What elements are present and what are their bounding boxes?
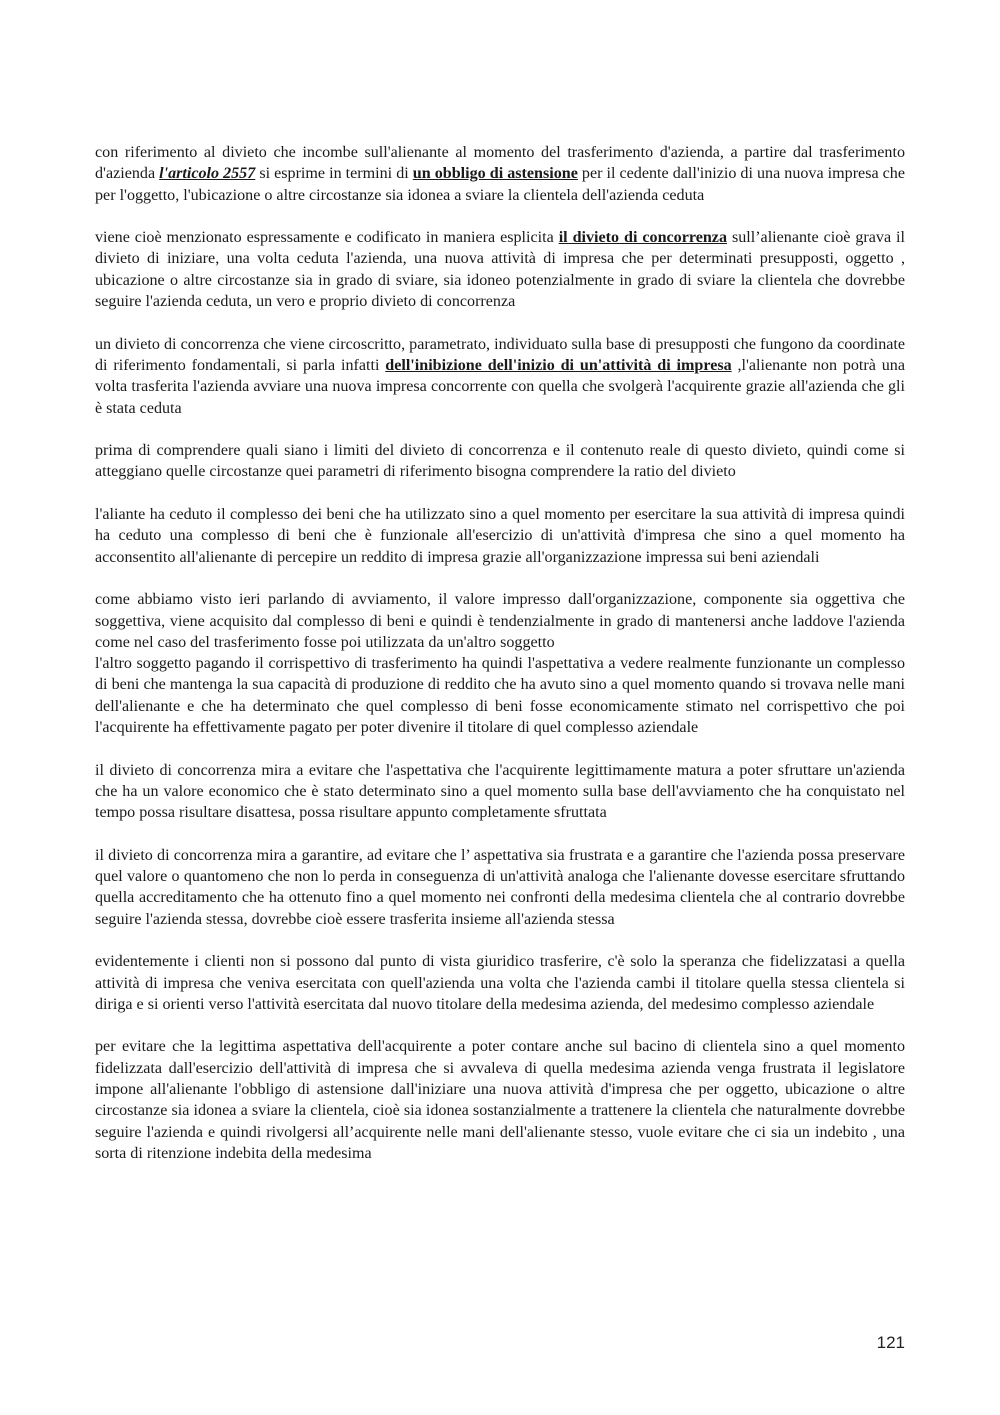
paragraph	[95, 760, 905, 824]
paragraph	[95, 653, 905, 738]
emphasized-term: un obbligo di astensione	[412, 165, 578, 183]
paragraph-text: ,l'alienante non potrà una volta trasferita l'azienda avviare una nuova impresa concorrente con quella che svolgerà l'acquirente grazie all'azienda che gli è stata ceduta	[95, 356, 905, 417]
paragraph	[95, 142, 905, 206]
paragraph-text: evidentemente i clienti non si possono dal punto di vista giuridico trasferire, c'è solo la speranza che fidelizzatasi a quella attività di impresa che veniva esercitata con quell'azienda una volta che l'azienda cambi il titolare quella stessa clientela si diriga e si orienti verso l'attività esercitata dal nuovo titolare della medesima azienda, del medesimo complesso aziendale	[95, 953, 905, 1013]
paragraph	[95, 951, 905, 1015]
paragraph	[95, 227, 905, 312]
paragraph-text: l'altro soggetto pagando il corrispettivo di trasferimento ha quindi l'aspettativa a vedere realmente funzionante un complesso di beni che mantenga la sua capacità di produzione di reddito che ha avuto sino a quel momento quando si trovava nelle mani dell'alienante e che ha determinato che quel complesso di beni fosse economicamente stimato nel corrispettivo che poi l'acquirente ha effettivamente pagato per poter divenire il titolare di quel complesso aziendale	[95, 655, 905, 737]
page-number: 121	[876, 1333, 905, 1352]
paragraph	[95, 589, 905, 653]
paragraph-text: il divieto di concorrenza mira a evitare che l'aspettativa che l'acquirente legittimamente matura a poter sfruttare un'azienda che ha un valore economico che è stato determinato sino a quel momento sulla base dell'avviamento che ha conquistato nel tempo possa risultare disattesa, possa risultare appunto completamente sfruttata	[95, 761, 905, 822]
emphasized-term: l'articolo 2557	[159, 165, 256, 183]
document-body	[95, 142, 905, 1186]
paragraph-text: con riferimento al divieto che incombe sull'alienante al momento del trasferimento d'azienda, a partire dal trasferimento d'azienda	[95, 144, 905, 183]
paragraph	[95, 845, 905, 930]
paragraph	[95, 440, 905, 483]
paragraph-text: sull’alienante cioè grava il divieto di iniziare, una volta ceduta l'azienda, una nuova attività di impresa che per determinati presupposti, oggetto , ubicazione o altre circostanze sia in grado di sviare, sia idoneo potenzialmente in grado di sviare la clientela che dovrebbe seguire l'azienda ceduta, un vero e proprio divieto di concorrenza	[95, 229, 905, 311]
paragraph	[95, 504, 905, 568]
paragraph-text: per il cedente dall'inizio di una nuova impresa che per l'oggetto, l'ubicazione o altre circostanze sia idonea a sviare la clientela dell'azienda ceduta	[95, 165, 905, 204]
paragraph-text: viene cioè menzionato espressamente e codificato in maniera esplicita	[95, 229, 559, 247]
paragraph-text: si esprime in termini di	[255, 165, 413, 183]
paragraph-text: l'aliante ha ceduto il complesso dei beni che ha utilizzato sino a quel momento per esercitare la sua attività di impresa quindi ha ceduto una complesso di beni che è funzionale all'esercizio di un'attività d'impresa che sino a quel momento ha acconsentito all'alienante di percepire un reddito di impresa grazie all'organizzazione impressa sui beni aziendali	[95, 506, 905, 566]
paragraph	[95, 334, 905, 419]
paragraph-text: un divieto di concorrenza che viene circoscritto, parametrato, individuato sulla base di presupposti che fungono da coordinate di riferimento fondamentali, si parla infatti	[95, 335, 905, 374]
paragraph-text: come abbiamo visto ieri parlando di avviamento, il valore impresso dall'organizzazione, componente sia oggettiva che soggettiva, viene acquisito dal complesso di beni e quindi è tendenzialmente in grado di mantenersi anche laddove l'azienda come nel caso del trasferimento fosse poi utilizzata da un'altro soggetto	[95, 591, 905, 651]
emphasized-term: dell'inibizione dell'inizio di un'attività di impresa	[385, 356, 732, 374]
paragraph-text: prima di comprendere quali siano i limiti del divieto di concorrenza e il contenuto reale di questo divieto, quindi come si atteggiano quelle circostanze quei parametri di riferimento bisogna comprendere la ratio del divieto	[95, 442, 905, 481]
paragraph	[95, 1036, 905, 1164]
paragraph-text: per evitare che la legittima aspettativa dell'acquirente a poter contare anche sul bacino di clientela sino a quel momento fidelizzata dall'esercizio dell'attività di impresa che si avvaleva di quella medesima azienda venga frustrata il legislatore impone all'alienante l'obbligo di astensione dall'iniziare una nuova attività d'impresa che per oggetto, ubicazione o altre circostanze sia idonea a sviare la clientela, cioè sia idonea sostanzialmente a trattenere la clientela che naturalmente dovrebbe seguire l'azienda e quindi rivolgersi all’acquirente nelle mani dell'alienante stesso, vuole evitare che ci sia un indebito , una sorta di ritenzione indebita della medesima	[95, 1038, 905, 1162]
emphasized-term: il divieto di concorrenza	[558, 229, 727, 247]
paragraph-text: il divieto di concorrenza mira a garantire, ad evitare che l’ aspettativa sia frustrata e a garantire che l'azienda possa preservare quel valore o quantomeno che non lo perda in conseguenza di un'attività analoga che l'alienante dovesse esercitare sfruttando quella accreditamento che ha ottenuto fino a quel momento nei confronti della medesima clientela che al contrario dovrebbe seguire l'azienda stessa, dovrebbe cioè essere trasferita insieme all'azienda stessa	[95, 846, 905, 928]
